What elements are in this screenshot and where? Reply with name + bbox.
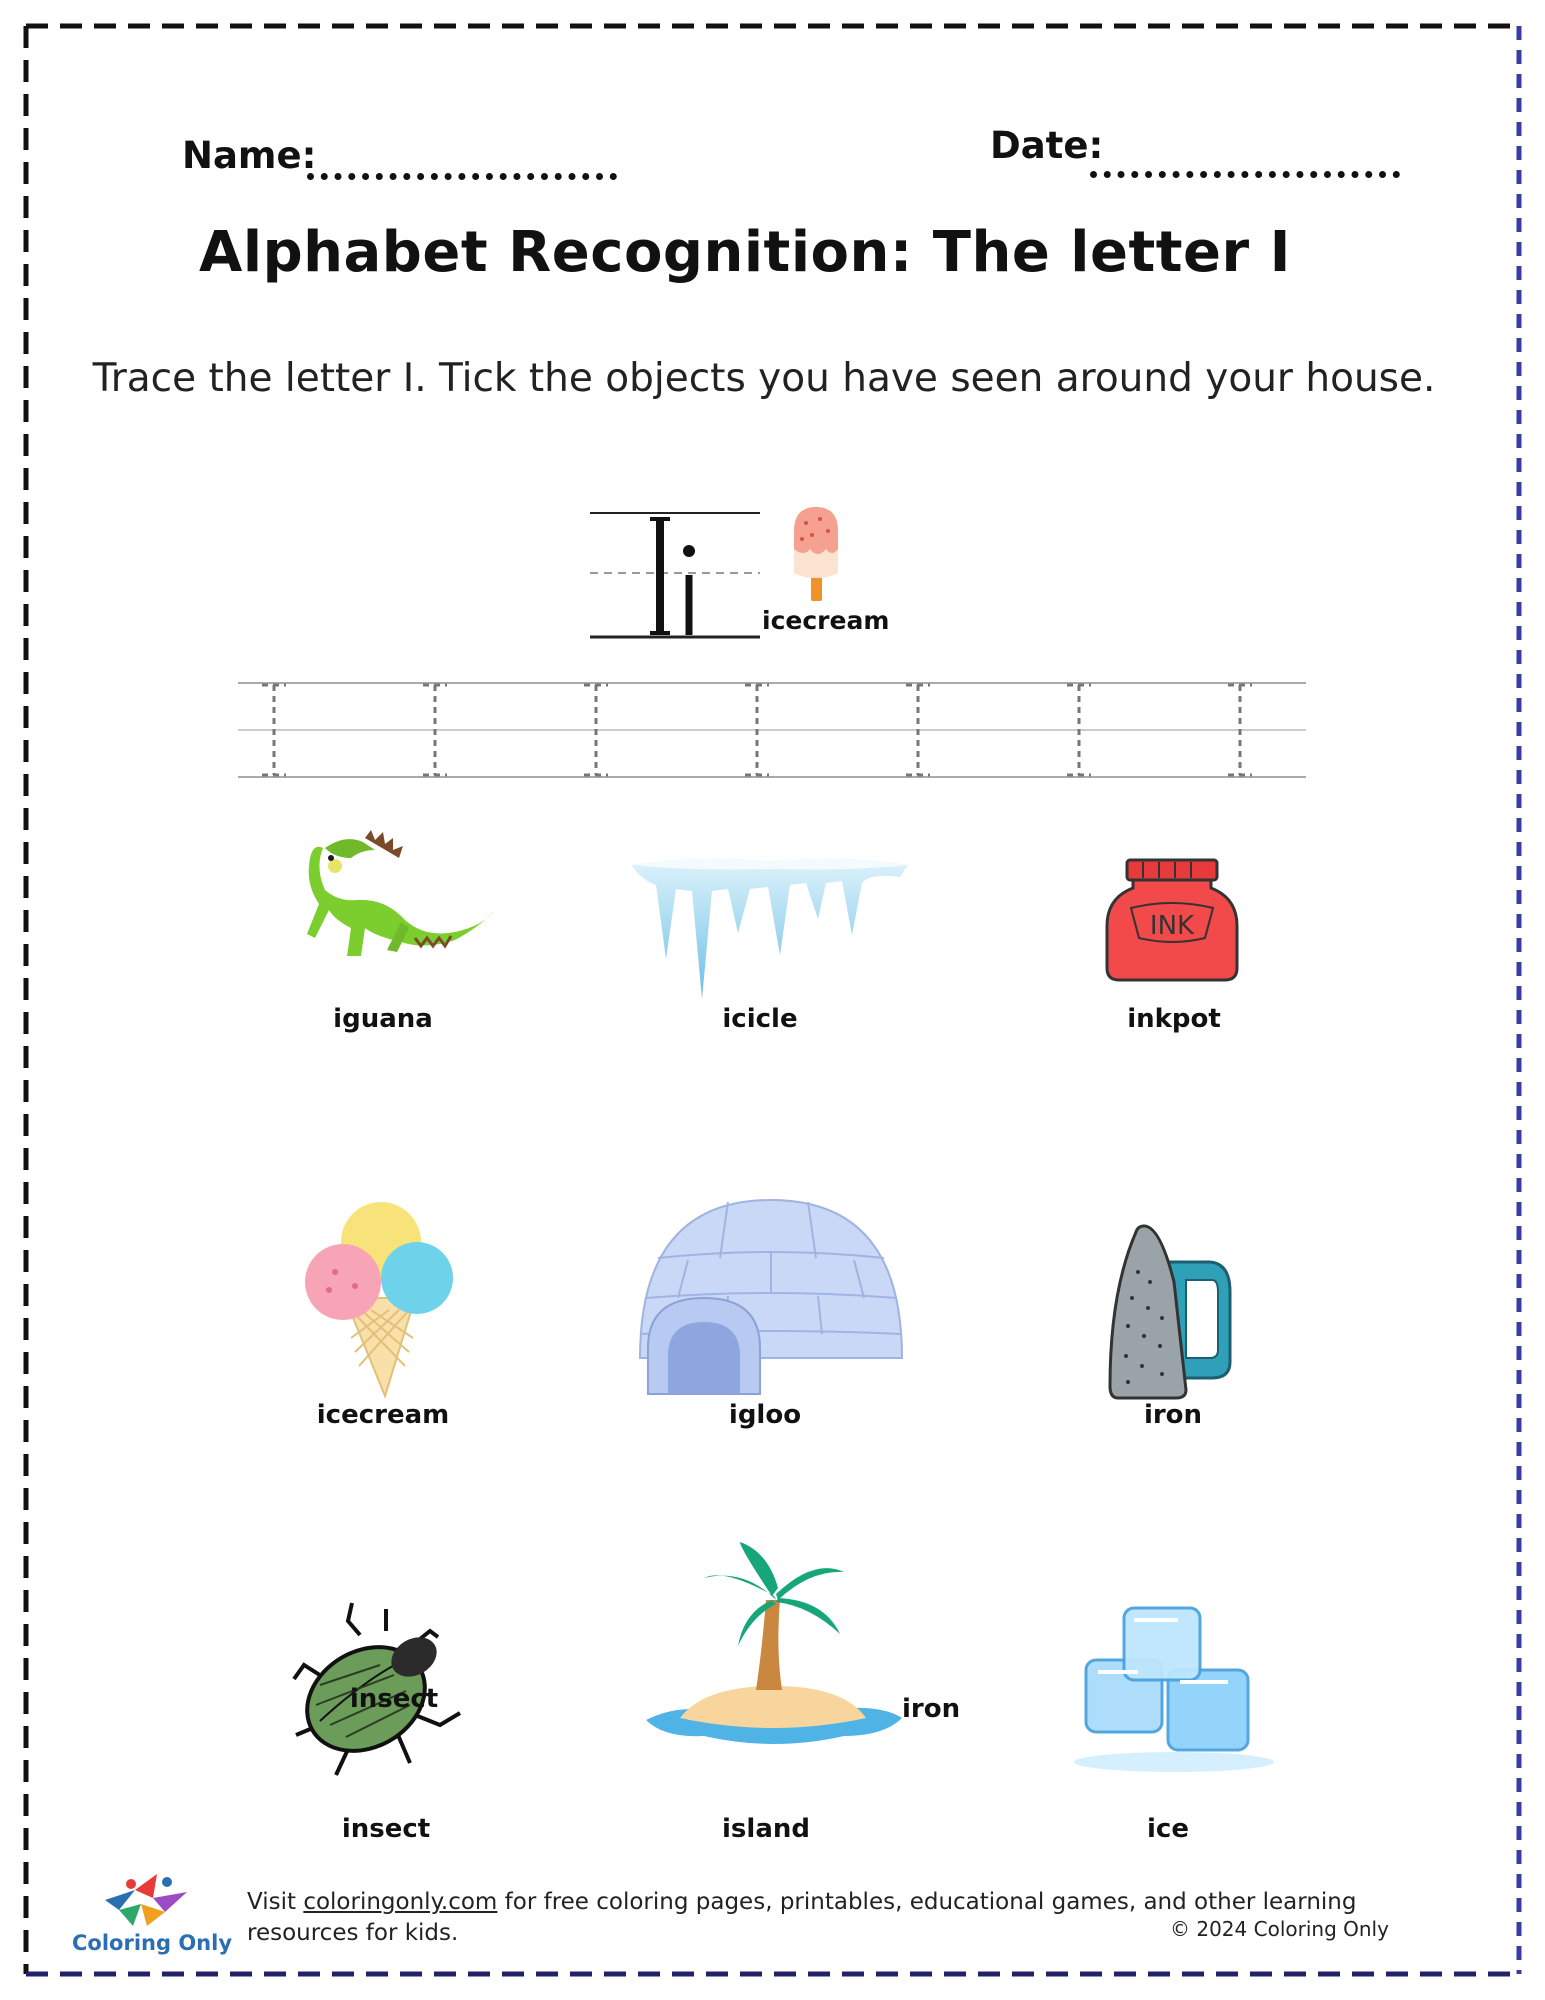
inkpot-icon <box>1105 858 1239 984</box>
igloo-icon <box>638 1198 904 1398</box>
object-label-insect: insect <box>341 1814 431 1844</box>
copyright: © 2024 Coloring Only <box>1170 1917 1389 1941</box>
ice-cubes-icon <box>1068 1604 1278 1774</box>
icecream-cone-icon <box>305 1198 455 1398</box>
object-label-island: island <box>722 1814 810 1844</box>
name-field[interactable] <box>307 173 617 180</box>
page-title: Alphabet Recognition: The letter I <box>199 220 1291 285</box>
object-label-icecream: icecream <box>316 1400 450 1430</box>
tracing-row[interactable] <box>238 675 1306 785</box>
uppercase-i-glyph <box>650 517 670 635</box>
island-icon <box>644 1540 904 1770</box>
insect-overlay-text: insect <box>349 1684 439 1714</box>
object-label-iguana: iguana <box>333 1004 433 1034</box>
island-stray-text: iron <box>902 1694 961 1724</box>
footer-text: Visit coloringonly.com for free coloring pages, printables, educational games, and other learning resources for kids. <box>247 1889 1357 1946</box>
object-label-igloo: igloo <box>728 1400 802 1430</box>
iguana-icon <box>305 828 497 968</box>
coloring-only-logo <box>95 1870 195 1930</box>
object-label-iron: iron <box>1143 1400 1203 1430</box>
name-label: Name: <box>182 134 317 177</box>
letter-demo-word: icecream <box>762 606 890 635</box>
instructions: Trace the letter I. Tick the objects you have seen around your house. <box>92 356 1436 401</box>
icicle-icon <box>630 855 910 1005</box>
iron-icon <box>1108 1222 1234 1400</box>
brand-name: Coloring Only <box>72 1931 233 1955</box>
popsicle-icon <box>790 505 842 603</box>
lowercase-i-glyph <box>683 545 695 635</box>
letter-demo <box>585 505 765 645</box>
date-label: Date: <box>990 124 1104 167</box>
date-field[interactable] <box>1090 171 1400 178</box>
insect-icon <box>290 1595 470 1780</box>
footer-link[interactable]: coloringonly.com <box>303 1889 498 1915</box>
object-label-ice: ice <box>1147 1814 1189 1844</box>
object-label-inkpot: inkpot <box>1127 1004 1221 1034</box>
inkpot-text: INK <box>1149 911 1195 941</box>
object-label-icicle: icicle <box>722 1004 798 1034</box>
